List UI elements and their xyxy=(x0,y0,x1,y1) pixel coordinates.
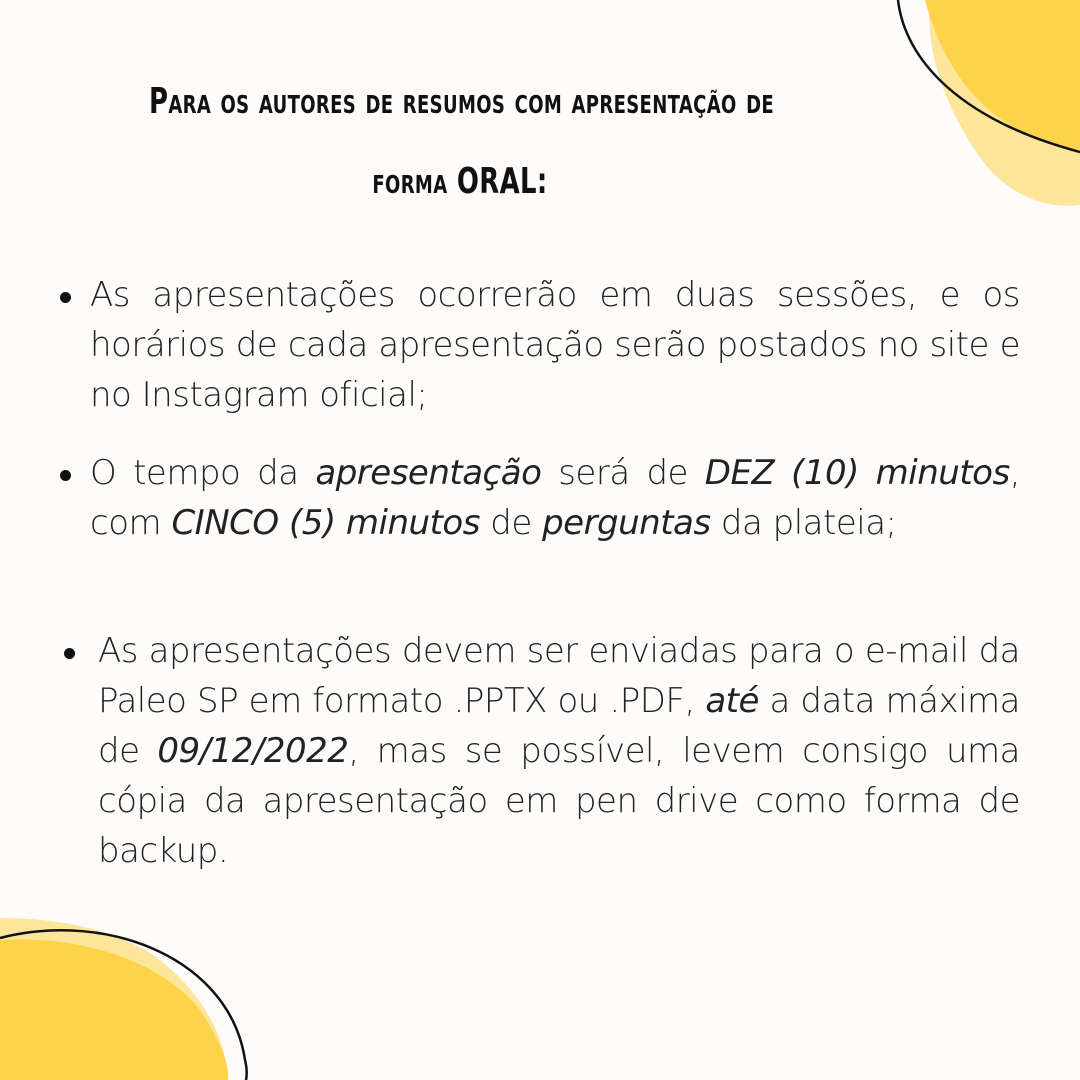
bullet-dot-icon xyxy=(60,470,71,481)
bullet-text-part: será de xyxy=(541,453,705,493)
bullet-text-part: O tempo da xyxy=(90,453,316,493)
bullet-text-part: , com xyxy=(90,453,1021,543)
title-line-1: Para os autores de resumos com apresentação de xyxy=(148,81,775,122)
title-line-2: forma ORAL: xyxy=(372,161,548,202)
bullet-text: As apresentações ocorrerão em duas sessões, e os horários de cada apresentação serão postados no site e no Instagram oficial; xyxy=(90,275,1020,415)
bullet-text-emphasis: DEZ (10) minutos xyxy=(704,453,1010,493)
bullet-text-part: de xyxy=(479,503,543,543)
bullet-text-emphasis: CINCO (5) minutos xyxy=(171,503,480,543)
bullet-item-sessions xyxy=(90,270,1020,420)
bullet-dot-icon xyxy=(64,648,75,659)
bullet-text-part: a data máxima de xyxy=(98,681,1020,771)
bullet-text-emphasis: perguntas xyxy=(542,503,711,543)
bullet-text-part: As apresentações devem ser enviadas para o e-mail da Paleo SP em formato .PPTX ou .PDF, xyxy=(98,631,1020,721)
bullet-dot-icon xyxy=(60,292,71,303)
bullet-text-part: da plateia; xyxy=(710,503,897,543)
page-title xyxy=(40,62,880,222)
bullet-text-emphasis: até xyxy=(705,681,759,721)
bottom-left-yellow-blob xyxy=(0,939,228,1080)
bullet-text-emphasis: apresentação xyxy=(315,453,542,493)
bullet-text-emphasis: 09/12/2022 xyxy=(157,731,349,771)
bullet-item-duration xyxy=(90,448,1020,548)
bullet-text-part: , mas se possível, levem consigo uma cópia da apresentação em pen drive como forma de backup. xyxy=(98,731,1020,871)
bullet-item-submission xyxy=(98,626,1020,876)
